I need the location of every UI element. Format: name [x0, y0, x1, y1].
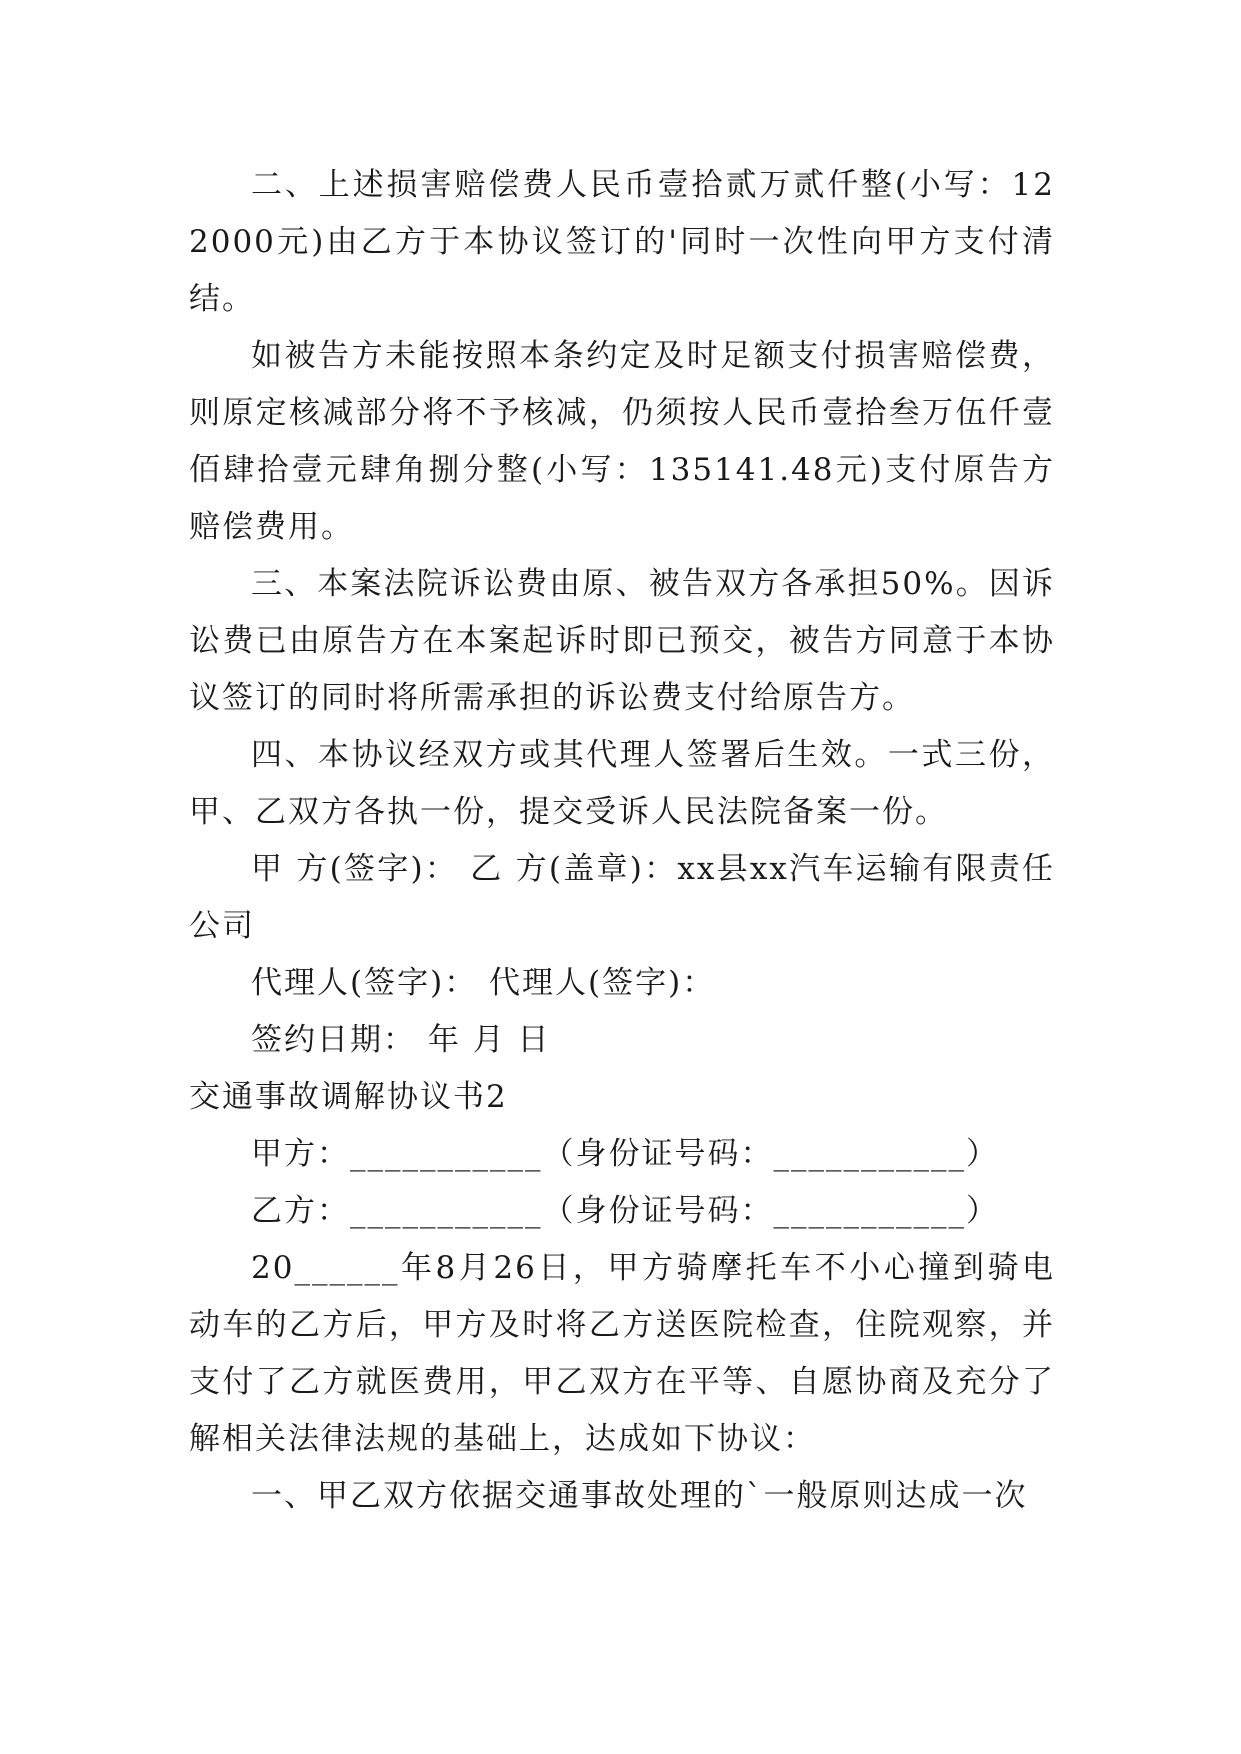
- paragraph-signature-agents: 代理人(签字)： 代理人(签字)：: [251, 965, 716, 1001]
- section-title: 交通事故调解协议书2: [189, 1079, 508, 1115]
- document-page: [189, 157, 1055, 1525]
- paragraph-default-clause: 如被告方未能按照本条约定及时足额支付损害赔偿费，则原定核减部分将不予核减，仍须按人民币壹拾叁万伍仟壹佰肆拾壹元肆角捌分整(小写：135141.48元)支付原告方赔偿费用。: [189, 338, 1055, 545]
- paragraph-incident-description: 20______年8月26日，甲方骑摩托车不小心撞到骑电动车的乙方后，甲方及时将乙方送医院检查，住院观察，并支付了乙方就医费用，甲乙双方在平等、自愿协商及充分了解相关法律法规的基础上，达成如下协议：: [189, 1250, 1055, 1457]
- paragraph-litigation-fee: 三、本案法院诉讼费由原、被告双方各承担50%。因诉讼费已由原告方在本案起诉时即已预交，被告方同意于本协议签订的同时将所需承担的诉讼费支付给原告方。: [189, 566, 1055, 716]
- paragraph-signature-parties: 甲 方(签字)： 乙 方(盖章)：xx县xx汽车运输有限责任公司: [189, 851, 1055, 944]
- paragraph-compensation-payment: 二、上述损害赔偿费人民币壹拾贰万贰仟整(小写：122000元)由乙方于本协议签订的'同时一次性向甲方支付清结。: [189, 167, 1055, 317]
- paragraph-signing-date: 签约日期： 年 月 日: [251, 1022, 551, 1058]
- paragraph-party-b: 乙方：___________（身份证号码：___________）: [251, 1193, 999, 1229]
- paragraph-clause-one: 一、甲乙双方依据交通事故处理的`一般原则达成一次: [251, 1478, 1028, 1514]
- paragraph-party-a: 甲方：___________（身份证号码：___________）: [251, 1136, 999, 1172]
- paragraph-effectiveness: 四、本协议经双方或其代理人签署后生效。一式三份，甲、乙双方各执一份，提交受诉人民法院备案一份。: [189, 737, 1055, 830]
